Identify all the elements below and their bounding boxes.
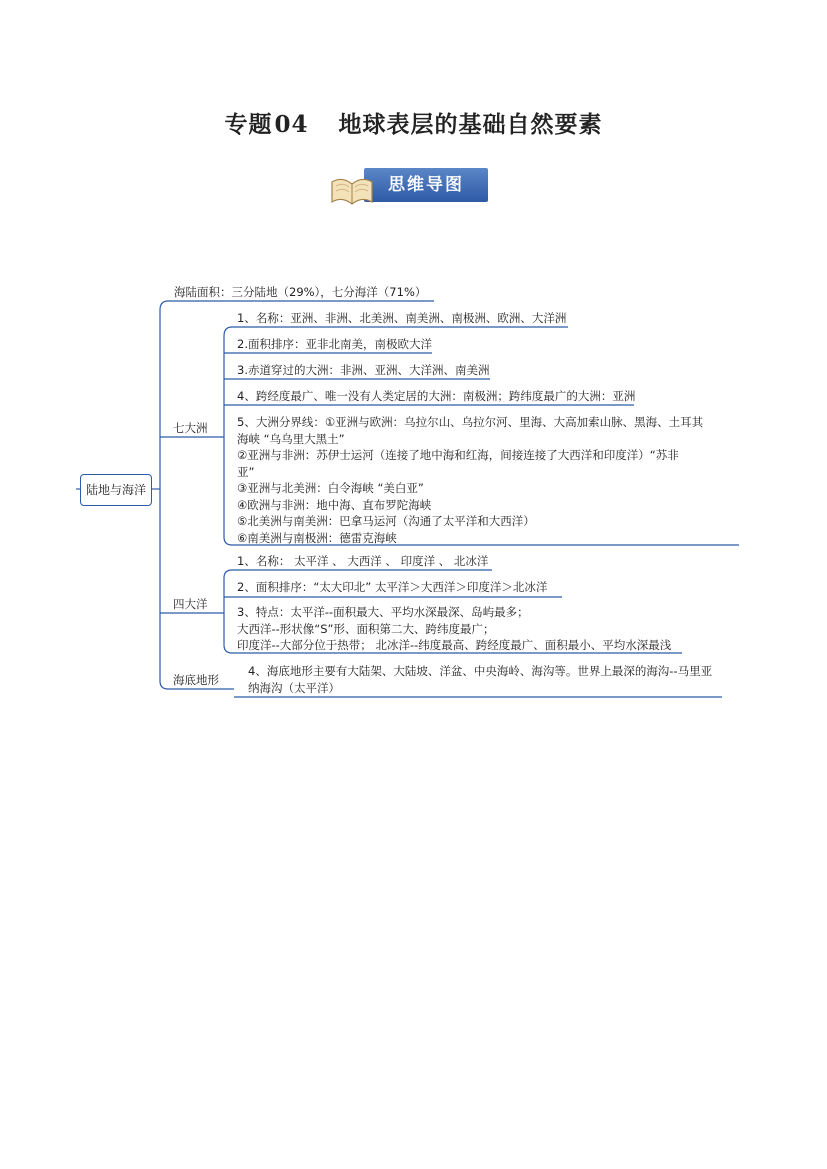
feature-line: 3、特点：太平洋--面积最大、平均水深最深、岛屿最多；: [237, 605, 529, 619]
sea-land-ratio: 海陆面积：三分陆地（29%），七分海洋（71%）: [174, 285, 427, 299]
boundary-line: ⑤北美洲与南美洲：巴拿马运河（沟通了太平洋和大西洋）: [237, 514, 535, 528]
continent-names: 1、名称：亚洲、非洲、北美洲、南美洲、南极洲、欧洲、大洋洲: [237, 311, 567, 325]
boundary-line: ④欧洲与非洲：地中海、直布罗陀海峡: [237, 497, 432, 512]
continent-boundaries: [237, 414, 703, 546]
root-node: 陆地与海洋: [80, 474, 152, 506]
boundary-line: ③亚洲与北美洲：白令海峡 “美白亚”: [237, 481, 424, 495]
feature-line: 印度洋--大部分位于热带； 北冰洋--纬度最高、跨经度最广、面积最小、平均水深最浅: [237, 638, 672, 652]
seafloor-line: 4、海底地形主要有大陆架、大陆坡、洋盆、中央海岭、海沟等。世界上最深的海沟--马里亚: [248, 664, 713, 678]
continents-label: 七大洲: [173, 421, 208, 435]
widest-continents: 4、跨经度最广、唯一没有人类定居的大洲：南极洲；跨纬度最广的大洲：亚洲: [237, 389, 636, 403]
boundary-line: 5、大洲分界线：①亚洲与欧洲：乌拉尔山、乌拉尔河、里海、大高加索山脉、黑海、土耳其: [237, 415, 704, 429]
oceans-label: 四大洋: [173, 597, 208, 611]
title-prefix: 专题: [224, 111, 273, 138]
boundary-line: ②亚洲与非洲：苏伊士运河（连接了地中海和红海，间接连接了大西洋和印度洋）“苏非: [237, 448, 679, 462]
ocean-names: 1、名称： 太平洋 、 大西洋 、 印度洋 、 北冰洋: [237, 554, 489, 568]
badge-label: 思维导图: [364, 168, 488, 202]
continent-area-order: 2.面积排序：亚非北南美，南极欧大洋: [237, 337, 432, 351]
title-number: 04: [274, 111, 309, 138]
ocean-features: [237, 604, 671, 654]
seafloor-line: 纳海沟（太平洋）: [248, 680, 340, 695]
title-text: 地球表层的基础自然要素: [338, 111, 603, 138]
ocean-area-order: 2、面积排序：“太大印北” 太平洋＞大西洋＞印度洋＞北冰洋: [237, 580, 548, 594]
boundary-line: 亚”: [237, 464, 255, 479]
boundary-line: 海峡 “乌乌里大黑土”: [237, 431, 345, 446]
boundary-line: ⑥南美洲与南极洲：德雷克海峡: [237, 530, 397, 545]
seafloor-detail: [248, 663, 712, 696]
equator-continents: 3.赤道穿过的大洲：非洲、亚洲、大洋洲、南美洲: [237, 363, 490, 377]
feature-line: 大西洋--形状像“S”形、面积第二大、跨纬度最广；: [237, 621, 495, 636]
seafloor-label: 海底地形: [173, 673, 219, 687]
